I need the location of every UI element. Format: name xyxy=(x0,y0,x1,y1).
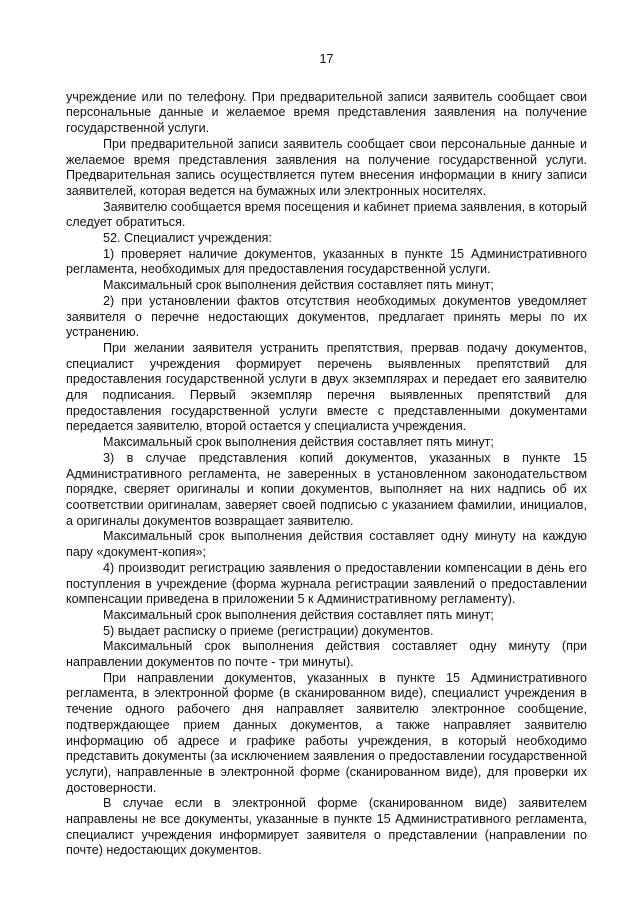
paragraph: При предварительной записи заявитель сообщает свои персональные данные и желаемое время представления заявления на получение государственной услуги. Предварительная запись осуществляется путем внесения информации в книгу записи заявителей, которая ведется на бумажных или электронных носителях. xyxy=(66,136,587,198)
document-page xyxy=(66,52,587,859)
paragraph: 1) проверяет наличие документов, указанных в пункте 15 Административного регламента, необходимых для предоставления государственной услуги. xyxy=(66,246,587,277)
paragraph: 2) при установлении фактов отсутствия необходимых документов уведомляет заявителя о перечне недостающих документов, предлагает принять меры по их устранению. xyxy=(66,293,587,340)
document-body xyxy=(66,90,587,859)
page-number: 17 xyxy=(319,52,334,66)
paragraph: В случае если в электронной форме (сканированном виде) заявителем направлены не все документы, указанные в пункте 15 Административного регламента, специалист учреждения информирует заявителя о представлении (направлении по почте) недостающих документов. xyxy=(66,796,587,858)
paragraph: 3) в случае представления копий документов, указанных в пункте 15 Административного регламента, не заверенных в установленном законодательством порядке, сверяет оригиналы и копии документов, выполняет на них надпись об их соответствии оригиналам, заверяет своей подписью с указанием фамилии, инициалов, а оригиналы документов возвращает заявителю. xyxy=(66,450,587,528)
paragraph: 5) выдает расписку о приеме (регистрации) документов. xyxy=(103,623,434,638)
paragraph: Максимальный срок выполнения действия составляет одну минуту на каждую пару «документ-копия»; xyxy=(66,529,587,560)
paragraph: При желании заявителя устранить препятствия, прервав подачу документов, специалист учреждения формирует перечень выявленных препятствий для предоставления государственной услуги в двух экземплярах и передает его заявителю для подписания. Первый экземпляр перечня выявленных препятствий для предоставления государственной услуги вместе с представленными документами передается заявителю, второй остается у специалиста учреждения. xyxy=(66,340,587,434)
paragraph: 4) производит регистрацию заявления о предоставлении компенсации в день его поступления в учреждение (форма журнала регистрации заявлений о предоставлении компенсации приведена в приложении 5 к Административному регламенту). xyxy=(66,560,587,607)
paragraph: Максимальный срок выполнения действия составляет пять минут; xyxy=(103,435,494,450)
paragraph: Заявителю сообщается время посещения и кабинет приема заявления, в который следует обратиться. xyxy=(66,199,587,230)
paragraph: При направлении документов, указанных в пункте 15 Административного регламента, в электронной форме (в сканированном виде), специалист учреждения в течение одного рабочего дня направляет заявителю электронное сообщение, подтверждающее прием данных документов, а также направляет заявителю информацию об адресе и графике работы учреждения, в который необходимо представить документы (за исключением заявления о предоставлении государственной услуги), направленные в электронной форме (сканированном виде), для проверки их достоверности. xyxy=(66,670,587,795)
paragraph: учреждение или по телефону. При предварительной записи заявитель сообщает свои персональные данные и желаемое время представления заявления на получение государственной услуги. xyxy=(66,89,587,136)
paragraph: Максимальный срок выполнения действия составляет одну минуту (при направлении документов по почте - три минуты). xyxy=(66,639,587,670)
paragraph: Максимальный срок выполнения действия составляет пять минут; xyxy=(103,607,494,622)
paragraph: Максимальный срок выполнения действия составляет пять минут; xyxy=(103,278,494,293)
paragraph: 52. Специалист учреждения: xyxy=(103,231,272,246)
